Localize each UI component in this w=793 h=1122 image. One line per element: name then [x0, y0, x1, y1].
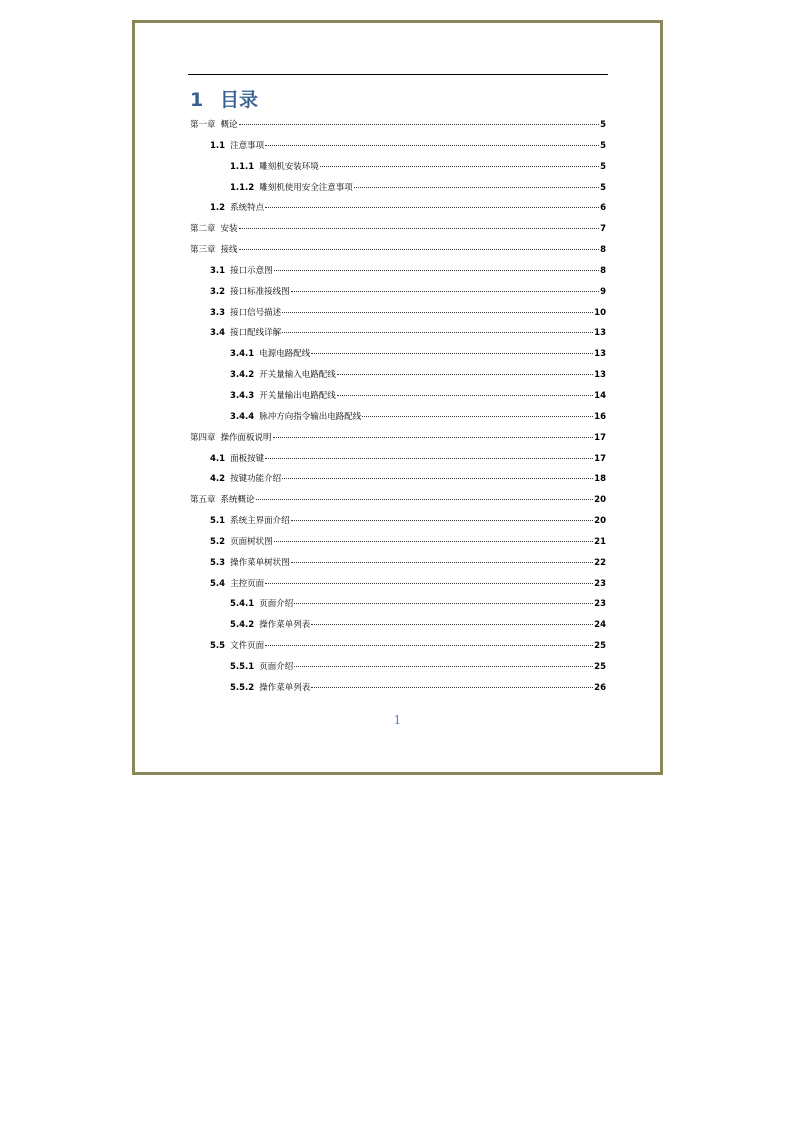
toc-entry-number: 1.1: [210, 140, 226, 151]
toc-dot-leader: [239, 228, 600, 229]
toc-entry-number: 5.5.2: [230, 682, 255, 693]
toc-entry[interactable]: [190, 618, 606, 639]
toc-entry-title: 概论: [220, 120, 238, 130]
toc-entry-page: 14: [594, 390, 606, 401]
toc-entry-number: 3.4.4: [230, 411, 255, 422]
toc-entry-page: 7: [600, 224, 606, 235]
toc-entry-page: 24: [594, 620, 606, 631]
toc-dot-leader: [311, 353, 593, 354]
header-rule: [188, 74, 608, 75]
toc-entry[interactable]: [190, 243, 606, 264]
toc-entry-title: 文件页面: [230, 641, 265, 652]
toc-entry-title: 雕刻机安装环境: [259, 161, 319, 172]
toc-dot-leader: [291, 520, 594, 521]
toc-entry-page: 13: [594, 328, 606, 339]
toc-dot-leader: [273, 437, 594, 438]
toc-entry-number: 3.4.3: [230, 390, 255, 401]
toc-entry-title: 脉冲方向指令输出电路配线: [259, 411, 362, 422]
toc-entry-number: 3.2: [210, 286, 226, 297]
toc-entry-title: 系统特点: [230, 203, 265, 214]
toc-heading-text: 目录: [220, 89, 259, 111]
toc-entry-title: 面板按键: [230, 453, 265, 464]
toc-dot-leader: [282, 332, 593, 333]
toc-entry-number: 5.4.2: [230, 620, 255, 631]
toc-entry-title: 接口标准接线图: [230, 286, 290, 297]
toc-entry-title: 接线: [220, 245, 238, 256]
toc-entry[interactable]: [190, 410, 606, 431]
toc-entry[interactable]: [190, 347, 606, 368]
toc-dot-leader: [311, 687, 593, 688]
toc-entry[interactable]: [190, 681, 606, 702]
toc-entry-page: 5: [600, 182, 606, 193]
toc-entry-number: 4.1: [210, 453, 226, 464]
toc-dot-leader: [320, 166, 599, 167]
toc-entry-page: 13: [594, 349, 606, 360]
toc-dot-leader: [265, 583, 593, 584]
toc-entry[interactable]: [190, 389, 606, 410]
toc-entry-number: 5.1: [210, 516, 226, 527]
toc-dot-leader: [256, 499, 594, 500]
toc-entry[interactable]: [190, 660, 606, 681]
toc-entry-number: 3.3: [210, 307, 226, 318]
toc-entry-number: 1.2: [210, 203, 226, 214]
toc-entry-title: 操作菜单列表: [259, 682, 311, 693]
toc-entry-page: 23: [594, 578, 606, 589]
toc-dot-leader: [274, 270, 600, 271]
toc-entry-number: 第一章: [190, 120, 216, 130]
toc-entry-title: 电源电路配线: [259, 349, 311, 360]
toc-entry[interactable]: [190, 493, 606, 514]
toc-entry[interactable]: [190, 556, 606, 577]
toc-entry-number: 1.1.2: [230, 182, 255, 193]
toc-entry[interactable]: [190, 222, 606, 243]
toc-entry-page: 25: [594, 641, 606, 652]
toc-entry-page: 22: [594, 557, 606, 568]
toc-entry-page: 17: [594, 432, 606, 443]
toc-entry[interactable]: [190, 306, 606, 327]
toc-dot-leader: [291, 291, 600, 292]
toc-entry-page: 5: [600, 120, 606, 130]
toc-entry-number: 1.1.1: [230, 161, 255, 172]
toc-entry-page: 26: [594, 682, 606, 693]
toc-dot-leader: [311, 624, 593, 625]
toc-entry-title: 操作菜单树状图: [230, 557, 290, 568]
toc-dot-leader: [337, 395, 593, 396]
toc-entry[interactable]: [190, 452, 606, 473]
toc-entry-number: 5.5.1: [230, 661, 255, 672]
toc-entry-page: 13: [594, 370, 606, 381]
toc-entry-title: 系统概论: [220, 495, 255, 506]
toc-entry-title: 页面树状图: [230, 536, 273, 547]
toc-entry-page: 20: [594, 516, 606, 527]
toc-entry-page: 23: [594, 599, 606, 610]
toc-dot-leader: [274, 541, 594, 542]
toc-dot-leader: [354, 187, 599, 188]
toc-entry-title: 页面介绍: [259, 661, 294, 672]
toc-entry-number: 5.2: [210, 536, 226, 547]
toc-entry[interactable]: [190, 118, 606, 139]
toc-entry-title: 页面介绍: [259, 599, 294, 610]
toc-entry[interactable]: [190, 597, 606, 618]
toc-entry-title: 开关量输出电路配线: [259, 390, 336, 401]
toc-entry-title: 接口示意图: [230, 265, 273, 276]
toc-entry-page: 8: [600, 245, 606, 256]
toc-heading-number: 1: [190, 89, 204, 111]
toc-heading: [190, 85, 258, 112]
toc-entry-title: 操作菜单列表: [259, 620, 311, 631]
toc-entry-page: 17: [594, 453, 606, 464]
toc-entry-number: 3.1: [210, 265, 226, 276]
toc-entry-number: 5.3: [210, 557, 226, 568]
toc-entry-number: 5.5: [210, 641, 226, 652]
toc-dot-leader: [291, 562, 594, 563]
toc-entry-page: 9: [600, 286, 606, 297]
toc-entry[interactable]: [190, 368, 606, 389]
toc-entry[interactable]: [190, 639, 606, 660]
toc-dot-leader: [239, 249, 600, 250]
toc-dot-leader: [239, 124, 600, 125]
toc-entry[interactable]: [190, 285, 606, 306]
toc-entry-number: 3.4: [210, 328, 226, 339]
toc-entry-title: 接口配线详解: [230, 328, 282, 339]
toc-entry-title: 注意事项: [230, 140, 265, 151]
toc-entry[interactable]: [190, 431, 606, 452]
toc-entry[interactable]: [190, 160, 606, 181]
toc-dot-leader: [265, 207, 599, 208]
toc-dot-leader: [265, 145, 599, 146]
toc-entry-number: 3.4.2: [230, 370, 255, 381]
toc-entry[interactable]: [190, 139, 606, 160]
page-number: 1: [393, 713, 402, 727]
toc-entry[interactable]: [190, 577, 606, 598]
toc-entry-number: 第二章: [190, 224, 216, 235]
toc-entry-title: 雕刻机使用安全注意事项: [259, 182, 353, 193]
toc-entry[interactable]: [190, 264, 606, 285]
toc-entry-title: 开关量输入电路配线: [259, 370, 336, 381]
toc-entry[interactable]: [190, 514, 606, 535]
toc-entry-number: 第三章: [190, 245, 216, 256]
toc-entry-page: 21: [594, 536, 606, 547]
toc-dot-leader: [265, 458, 593, 459]
toc-entry[interactable]: [190, 472, 606, 493]
toc-dot-leader: [337, 374, 593, 375]
toc-entry-page: 8: [600, 265, 606, 276]
toc-dot-leader: [362, 416, 593, 417]
toc-entry-number: 4.2: [210, 474, 226, 485]
toc-entry-page: 5: [600, 161, 606, 172]
table-of-contents: [190, 118, 606, 702]
toc-dot-leader: [282, 478, 593, 479]
toc-entry[interactable]: [190, 326, 606, 347]
toc-entry-number: 第四章: [190, 432, 216, 443]
toc-entry[interactable]: [190, 181, 606, 202]
toc-entry-page: 10: [594, 307, 606, 318]
toc-entry-page: 16: [594, 411, 606, 422]
toc-entry-number: 5.4.1: [230, 599, 255, 610]
toc-entry[interactable]: [190, 201, 606, 222]
toc-entry-title: 按键功能介绍: [230, 474, 282, 485]
toc-entry-number: 5.4: [210, 578, 226, 589]
toc-dot-leader: [294, 666, 593, 667]
toc-entry-page: 18: [594, 474, 606, 485]
toc-dot-leader: [282, 312, 593, 313]
toc-entry-page: 25: [594, 661, 606, 672]
toc-entry-title: 安装: [220, 224, 238, 235]
toc-entry-title: 系统主界面介绍: [230, 516, 290, 527]
toc-entry-title: 主控页面: [230, 578, 265, 589]
toc-entry-page: 6: [600, 203, 606, 214]
toc-entry-title: 接口信号描述: [230, 307, 282, 318]
toc-entry[interactable]: [190, 535, 606, 556]
document-page: [132, 20, 663, 775]
toc-entry-number: 3.4.1: [230, 349, 255, 360]
toc-entry-number: 第五章: [190, 495, 216, 506]
toc-entry-page: 5: [600, 140, 606, 151]
toc-entry-page: 20: [594, 495, 606, 506]
toc-entry-title: 操作面板说明: [220, 432, 272, 443]
toc-dot-leader: [265, 645, 593, 646]
toc-dot-leader: [294, 603, 593, 604]
